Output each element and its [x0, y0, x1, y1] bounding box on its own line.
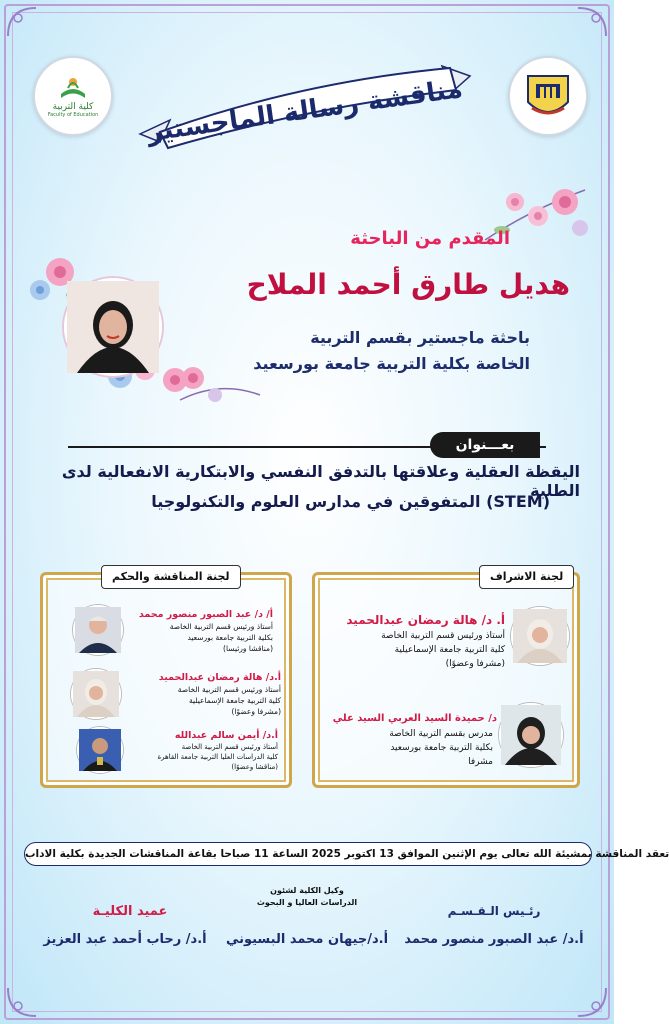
title-label-badge: بعـــنوان: [430, 432, 540, 458]
corner-ornament-icon: [574, 6, 608, 40]
supervision-committee-heading: لجنة الاشراف: [479, 565, 574, 589]
member-affiliation: كلية التربية جامعة الإسماعيلية: [189, 696, 281, 705]
corner-ornament-icon: [6, 6, 40, 40]
university-logo: [508, 56, 588, 136]
member-name: أ/ د/ عبد الصبور منصور محمد: [138, 609, 273, 620]
thesis-title-line1: اليقظة العقلية وعلاقتها بالتدفق النفسي والابتكارية الانفعالية لدى الطلبة: [61, 462, 580, 500]
discussion-notice: تعقد المناقشة بمشيئة الله تعالى يوم الإثنين الموافق 13 اكتوبر 2025 الساعة 11 صباحا بقاعة المناقشات الجديدة بكلية الاداب: [24, 842, 592, 866]
member-title: مدرس بقسم التربية الخاصة: [389, 729, 493, 739]
researcher-photo: [64, 278, 162, 376]
corner-ornament-icon: [574, 984, 608, 1018]
vice-dean-role-line1: وكيل الكلية لشئون: [270, 886, 344, 895]
logo-subtext: Faculty of Education: [47, 112, 99, 118]
supervision-committee-box: [312, 572, 580, 788]
member-role: مشرفا: [468, 757, 493, 767]
presented-by-label: المقدم من الباحثة: [350, 228, 510, 249]
member-photo: [499, 703, 563, 767]
researcher-role-line1: باحثة ماجستير بقسم التربية: [310, 328, 530, 347]
member-title: أستاذ ورئيس قسم التربية الخاصة: [169, 622, 273, 631]
title-banner: [130, 52, 480, 147]
logo-text: كلية التربية: [52, 102, 94, 112]
member-photo: [511, 607, 569, 665]
banner-title: مناقشة رسالة الماجستير: [145, 74, 465, 148]
member-title: أستاذ ورئيس قسم التربية الخاصة: [181, 743, 278, 751]
member-role: (مناقشا ورئيسا): [223, 644, 273, 653]
corner-ornament-icon: [6, 984, 40, 1018]
vice-dean-name: أ.د/جيهان محمد البسيوني: [225, 932, 389, 947]
vice-dean-role-line2: الدراسات العاليا و البحوث: [256, 898, 358, 907]
dean-role: عميد الكليـة: [92, 904, 168, 919]
discussion-committee-heading: لجنة المناقشة والحكم: [101, 565, 241, 589]
book-icon: [58, 74, 88, 102]
dept-head-role: رئـيس الـقـسـم: [447, 904, 541, 918]
member-title: أستاذ ورئيس قسم التربية الخاصة: [381, 631, 505, 641]
university-emblem-icon: [522, 68, 574, 124]
member-affiliation: بكلية التربية جامعة بورسعيد: [187, 633, 273, 642]
thesis-title-line2: المتفوقين في مدارس العلوم والتكنولوجيا (STEM): [151, 492, 550, 511]
dean-name: أ.د/ رحاب أحمد عبد العزيز: [43, 932, 207, 947]
member-name: أ. د/ هالة رمضان عبدالحميد: [346, 613, 505, 627]
member-name: د/ حميدة السيد العربي السيد علي: [332, 713, 497, 724]
member-affiliation: كلية التربية جامعة الإسماعيلية: [394, 645, 505, 655]
faculty-logo: [33, 56, 113, 136]
dept-head-name: أ.د/ عبد الصبور منصور محمد: [404, 932, 584, 947]
discussion-committee-box: [40, 572, 292, 788]
member-role: (مشرفا وعضوًا): [445, 659, 505, 669]
member-name: أ.د/ أيمن سالم عبدالله: [174, 730, 278, 741]
member-photo: [71, 669, 121, 719]
researcher-name: هديل طارق أحمد الملاح: [246, 268, 570, 301]
researcher-role-line2: الخاصة بكلية التربية جامعة بورسعيد: [253, 354, 530, 373]
member-affiliation: بكلية التربية جامعة بورسعيد: [390, 743, 493, 753]
member-role: (مناقشا وعضوًا): [231, 763, 278, 771]
member-name: أ.د/ هالة رمضان عبدالحميد: [158, 672, 281, 683]
member-role: (مشرفا وعضوًا): [231, 707, 281, 716]
member-affiliation: كلية الدراسات العليا التربية جامعة القاهرة: [157, 753, 278, 761]
member-title: أستاذ ورئيس قسم التربية الخاصة: [177, 685, 281, 694]
